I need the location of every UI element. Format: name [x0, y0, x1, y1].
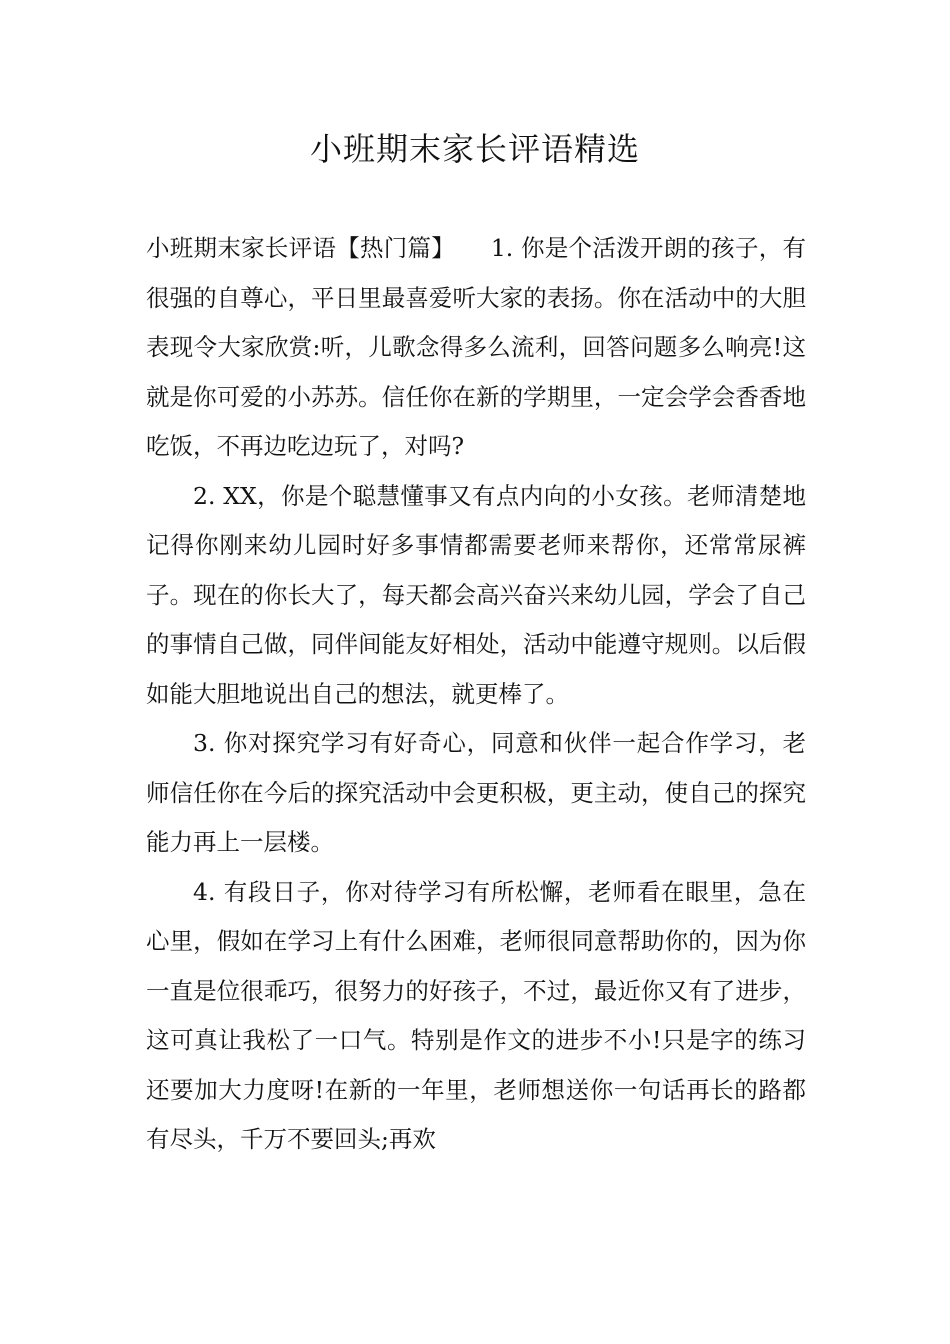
document-body — [146, 224, 806, 1165]
paragraph-3: 3. 你对探究学习有好奇心，同意和伙伴一起合作学习，老师信任你在今后的探究活动中会更积极，更主动，使自己的探究能力再上一层楼。 — [146, 729, 806, 856]
paragraph-4: 4. 有段日子，你对待学习有所松懈，老师看在眼里，急在心里，假如在学习上有什么困难，老师很同意帮助你的，因为你一直是位很乖巧，很努力的好孩子，不过，最近你又有了进步，这可真让我松了一口气。特别是作文的进步不小!只是字的练习还要加大力度呀!在新的一年里，老师想送你一句话再长的路都有尽头，千万不要回头;再欢 — [146, 877, 806, 1153]
paragraph-1: 小班期末家长评语【热门篇】 1. 你是个活泼开朗的孩子，有很强的自尊心，平日里最喜爱听大家的表扬。你在活动中的大胆表现令大家欣赏:听，儿歌念得多么流利，回答问题多么响亮!这就是你可爱的小苏苏。信任你在新的学期里，一定会学会香香地吃饭，不再边吃边玩了，对吗? — [146, 234, 806, 460]
paragraph-2: 2. XX，你是个聪慧懂事又有点内向的小女孩。老师清楚地记得你刚来幼儿园时好多事情都需要老师来帮你，还常常尿裤子。现在的你长大了，每天都会高兴奋兴来幼儿园，学会了自己的事情自己做，同伴间能友好相处，活动中能遵守规则。以后假如能大胆地说出自己的想法，就更棒了。 — [146, 481, 806, 708]
document-title: 小班期末家长评语精选 — [309, 130, 640, 168]
